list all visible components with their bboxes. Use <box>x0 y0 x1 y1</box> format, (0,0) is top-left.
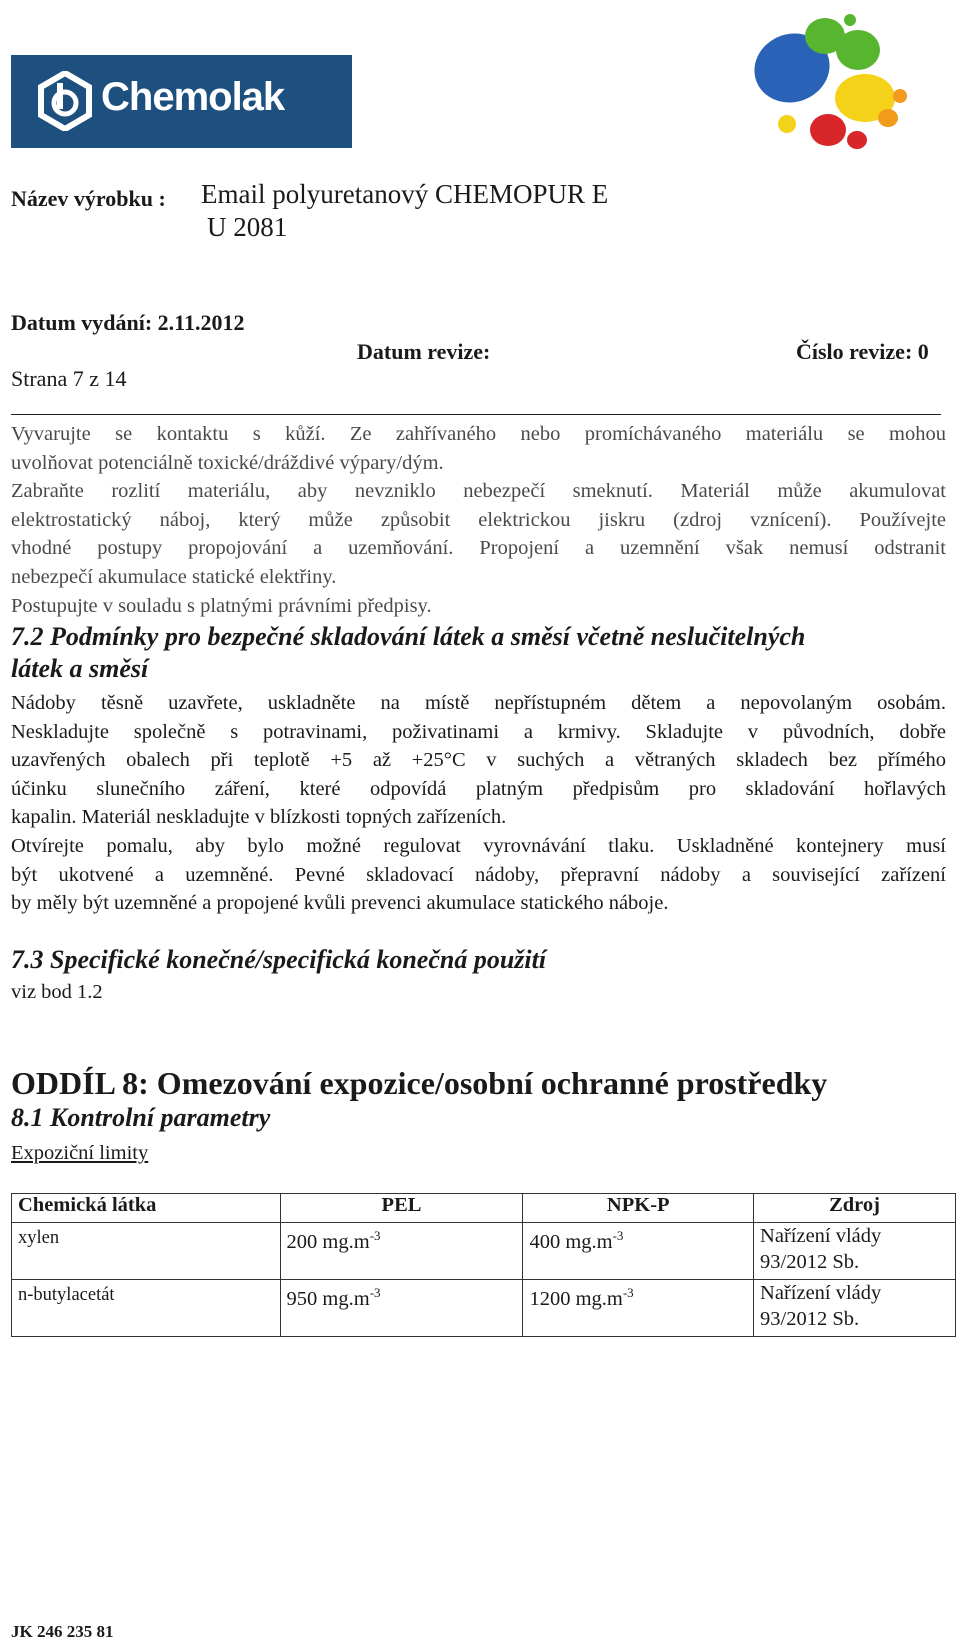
table-header-row <box>12 1194 956 1223</box>
paragraph-line: Zabraňte rozlití materiálu, aby nevzniklo nebezpečí smeknutí. Materiál může akumulovat <box>11 480 946 503</box>
column-header: PEL <box>280 1194 523 1223</box>
revision-number: Číslo revize: 0 <box>796 339 929 364</box>
paragraph-line: uzavřených obalech při teplotě +5 až +25°C v suchých a větraných skladech bez přímého <box>11 749 946 772</box>
section-7-3-heading: 7.3 Specifické konečné/specifická konečná použití <box>11 945 547 974</box>
table-row <box>12 1280 956 1337</box>
column-header: NPK-P <box>523 1194 754 1223</box>
exposure-limits-table <box>11 1193 956 1337</box>
source-cell: Nařízení vlády 93/2012 Sb. <box>754 1223 956 1280</box>
pel-cell: 200 $mg.m^{-3}$ <box>280 1223 523 1280</box>
paragraph-line: Vyvarujte se kontaktu s kůží. Ze zahřívaného nebo promíchávaného materiálu se mohou <box>11 423 946 445</box>
section-8-heading: ODDÍL 8: Omezování expozice/osobní ochranné prostředky <box>11 1065 828 1101</box>
section-8-1-heading: 8.1 Kontrolní parametry <box>11 1103 271 1132</box>
color-splash-icon <box>730 8 920 158</box>
source-cell: Nařízení vlády 93/2012 Sb. <box>754 1280 956 1337</box>
product-label: Název výrobku : <box>11 186 166 211</box>
column-header: Chemická látka <box>12 1194 281 1223</box>
footer-code: JK 246 235 81 <box>11 1622 114 1641</box>
paragraph-line: nebezpečí akumulace statické elektřiny. <box>11 565 337 588</box>
section-7-1-text <box>11 420 946 620</box>
paragraph-line: Neskladujte společně s potravinami, poživatinami a krmivy. Skladujte v původních, dobře <box>11 720 946 743</box>
section-7-2-heading: 7.2 Podmínky pro bezpečné skladování látek a směsí včetně neslučitelných <box>11 622 806 651</box>
section-7-2-heading-line2: látek a směsí <box>11 654 149 683</box>
product-name-line1: Email polyuretanový CHEMOPUR E <box>201 179 609 209</box>
chemolak-emblem-icon <box>37 71 93 131</box>
paragraph-line: Nádoby těsně uzavřete, uskladněte na místě nepřístupném dětem a nepovolaným osobám. <box>11 692 946 714</box>
product-name-line2: U 2081 <box>207 212 288 242</box>
table-row <box>12 1223 956 1280</box>
paragraph-line: uvolňovat potenciálně toxické/dráždivé výpary/dým. <box>11 451 444 474</box>
paragraph-line: kapalin. Materiál neskladujte v blízkosti topných zařízeních. <box>11 806 507 829</box>
paragraph-line: elektrostatický náboj, který může způsobit elektrickou jiskru (zdroj vznícení). Používejte <box>11 508 946 531</box>
paragraph-line: Postupujte v souladu s platnými právními předpisy. <box>11 594 432 617</box>
substance-cell: xylen <box>12 1223 281 1280</box>
pel-cell: 950 $mg.m^{-3}$ <box>280 1280 523 1337</box>
issue-date: Datum vydání: 2.11.2012 <box>11 310 245 335</box>
paragraph-line: být ukotvené a uzemněné. Pevné skladovací nádoby, přepravní nádoby a související zařízení <box>11 863 946 886</box>
brand-name: Chemolak <box>101 75 285 119</box>
header-rule <box>11 414 941 415</box>
paragraph-line: Otvírejte pomalu, aby bylo možné regulovat vyrovnávání tlaku. Uskladněné kontejnery musí <box>11 834 946 857</box>
paragraph-line: účinku slunečního záření, které odpovídá platným předpisům pro skladování hořlavých <box>11 777 946 800</box>
npk-cell: 400 $mg.m^{-3}$ <box>523 1223 754 1280</box>
section-7-2-text <box>11 689 946 918</box>
exposure-limits-label: Expoziční limity <box>11 1142 149 1164</box>
page-number: Strana 7 z 14 <box>11 366 127 391</box>
substance-cell: n-butylacetát <box>12 1280 281 1337</box>
column-header: Zdroj <box>754 1194 956 1223</box>
section-7-3-text: viz bod 1.2 <box>11 981 103 1003</box>
npk-cell: 1200 $mg.m^{-3}$ <box>523 1280 754 1337</box>
revision-date-label: Datum revize: <box>357 339 491 364</box>
chemolak-logo <box>11 55 352 148</box>
paragraph-line: vhodné postupy propojování a uzemňování. Propojení a uzemnění však nemusí odstranit <box>11 537 946 560</box>
paragraph-line: by měly být uzemněné a propojené kvůli prevenci akumulace statického náboje. <box>11 892 669 915</box>
